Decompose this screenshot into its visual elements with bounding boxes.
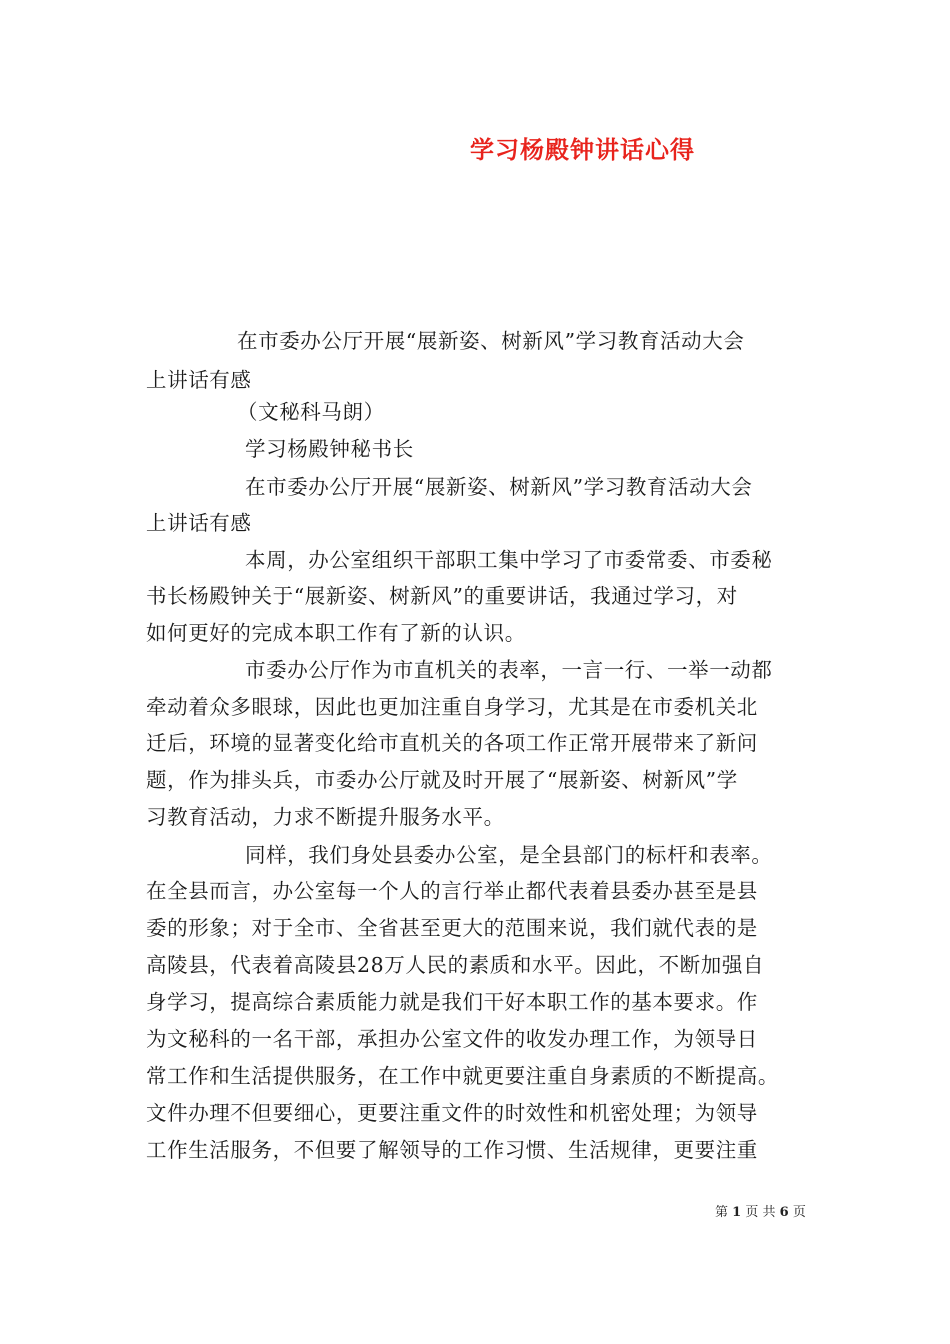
footer-suffix: 页 bbox=[792, 1205, 806, 1220]
paragraph-line: 为文秘科的一名干部，承担办公室文件的收发办理工作，为领导日 bbox=[146, 1027, 758, 1051]
footer-prefix: 第 bbox=[715, 1205, 729, 1220]
paragraph-line: 书长杨殿钟关于“展新姿、树新风”的重要讲话，我通过学习，对 bbox=[146, 584, 738, 608]
body-line: 在市委办公厅开展“展新姿、树新风”学习教育活动大会 bbox=[237, 329, 745, 353]
paragraph-line: 常工作和生活提供服务，在工作中就更要注重自身素质的不断提高。 bbox=[146, 1064, 779, 1088]
paragraph-line: 高陵县，代表着高陵县28万人民的素质和水平。因此，不断加强自 bbox=[146, 953, 765, 977]
body-line: 在市委办公厅开展“展新姿、树新风”学习教育活动大会 bbox=[245, 475, 753, 499]
paragraph-line: 题，作为排头兵，市委办公厅就及时开展了“展新姿、树新风”学 bbox=[146, 768, 738, 792]
body-line: 上讲话有感 bbox=[146, 368, 252, 392]
subtitle-line: 学习杨殿钟秘书长 bbox=[245, 437, 414, 461]
total-page-count: 6 bbox=[779, 1205, 789, 1220]
paragraph-line: 本周，办公室组织干部职工集中学习了市委常委、市委秘 bbox=[245, 548, 773, 572]
paragraph-line: 市委办公厅作为市直机关的表率，一言一行、一举一动都 bbox=[245, 658, 773, 682]
paragraph-line: 身学习，提高综合素质能力就是我们干好本职工作的基本要求。作 bbox=[146, 990, 758, 1014]
byline: （文秘科马朗） bbox=[237, 400, 385, 424]
document-title: 学习杨殿钟讲话心得 bbox=[470, 135, 695, 164]
paragraph-line: 委的形象；对于全市、全省甚至更大的范围来说，我们就代表的是 bbox=[146, 916, 758, 940]
paragraph-line: 迁后，环境的显著变化给市直机关的各项工作正常开展带来了新问 bbox=[146, 731, 758, 755]
paragraph-line: 同样，我们身处县委办公室，是全县部门的标杆和表率。 bbox=[245, 843, 773, 867]
paragraph-line: 如何更好的完成本职工作有了新的认识。 bbox=[146, 621, 526, 645]
current-page-number: 1 bbox=[732, 1205, 742, 1220]
body-line: 上讲话有感 bbox=[146, 511, 252, 535]
paragraph-line: 牵动着众多眼球，因此也更加注重自身学习，尤其是在市委机关北 bbox=[146, 695, 758, 719]
paragraph-line: 文件办理不但要细心，更要注重文件的时效性和机密处理；为领导 bbox=[146, 1101, 758, 1125]
page-number-footer bbox=[715, 1204, 806, 1222]
paragraph-line: 工作生活服务，不但要了解领导的工作习惯、生活规律，更要注重 bbox=[146, 1138, 758, 1162]
footer-middle: 页 共 bbox=[745, 1205, 776, 1220]
paragraph-line: 习教育活动，力求不断提升服务水平。 bbox=[146, 805, 505, 829]
paragraph-line: 在全县而言，办公室每一个人的言行举止都代表着县委办甚至是县 bbox=[146, 879, 758, 903]
